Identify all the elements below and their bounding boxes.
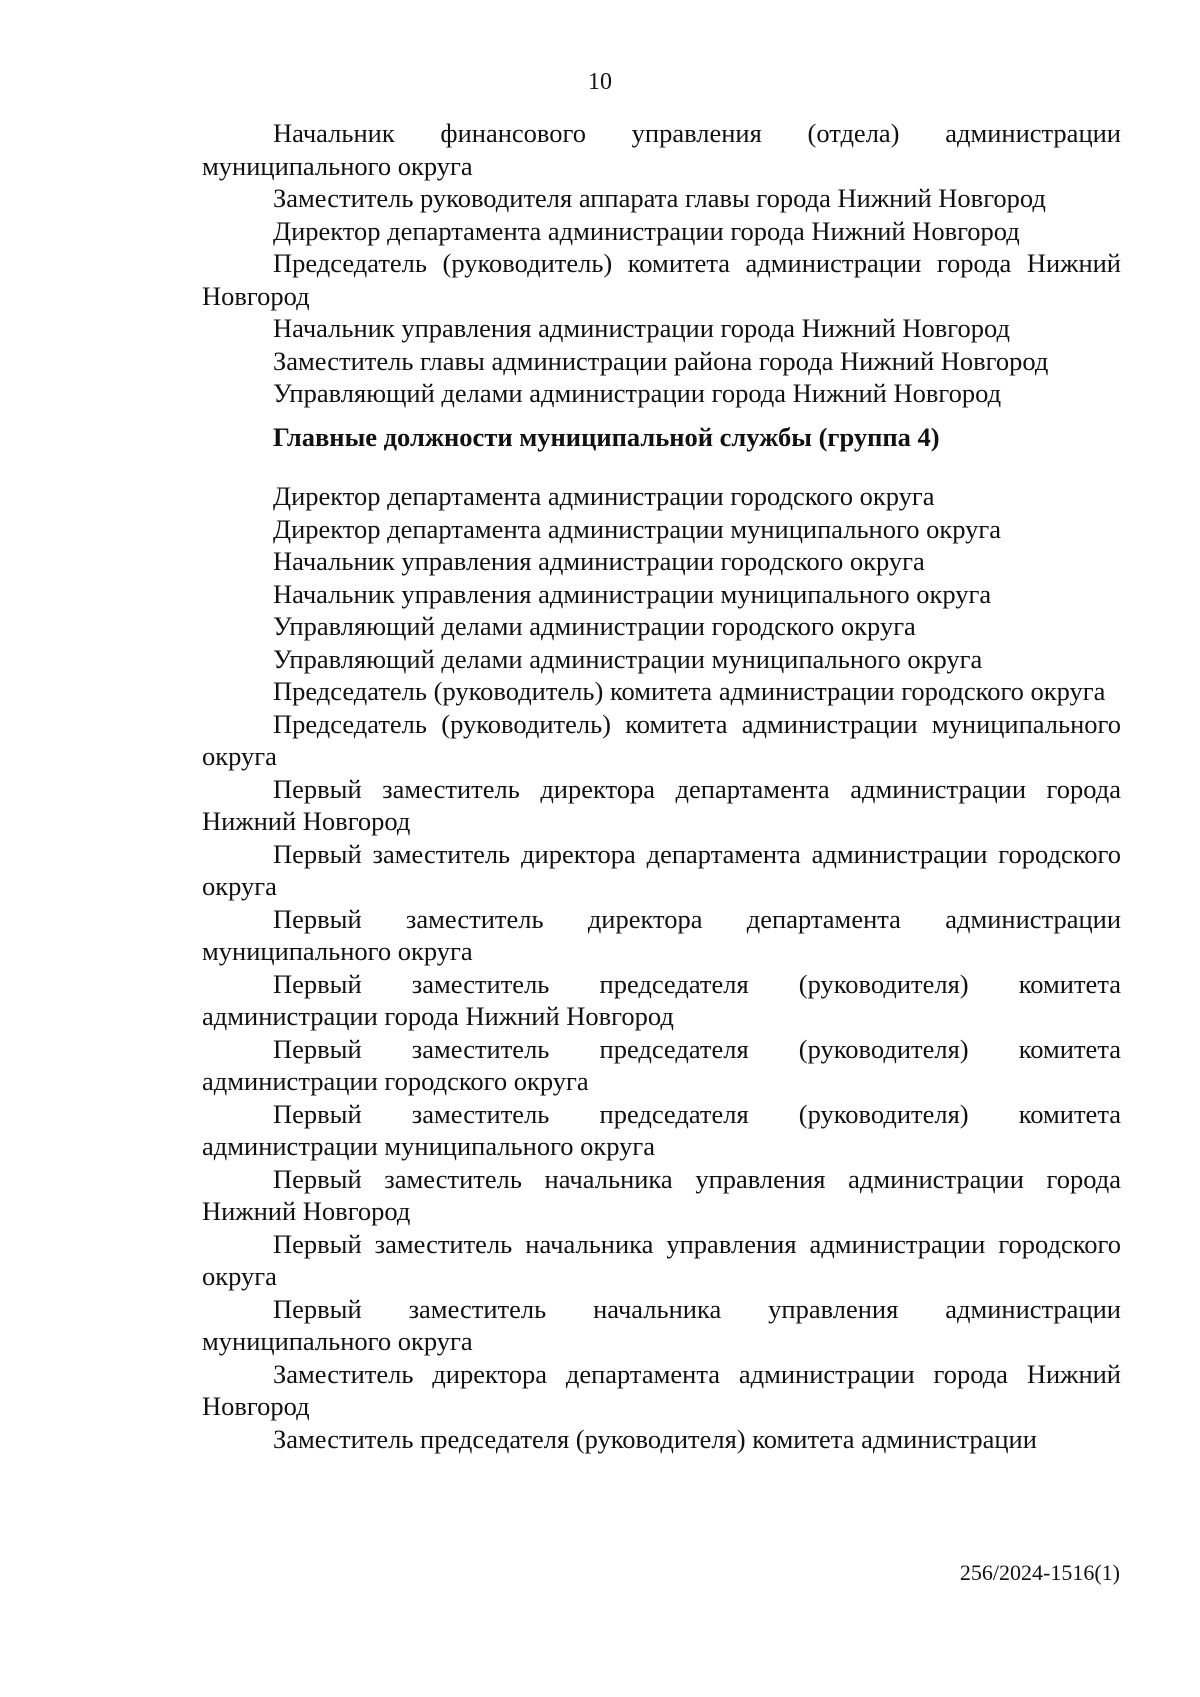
position-item: Начальник управления администрации города Нижний Новгород	[273, 313, 1010, 343]
section-heading: Главные должности муниципальной службы (группа 4)	[273, 422, 940, 452]
position-item: Председатель (руководитель) комитета администрации городского округа	[273, 676, 1106, 706]
position-item: Первый заместитель председателя (руководителя) комитета администрации муниципального округа	[202, 1098, 1121, 1161]
position-item: Первый заместитель директора департамента администрации городского округа	[202, 838, 1121, 901]
position-item: Начальник финансового управления (отдела) администрации муниципального округа	[202, 118, 1121, 181]
position-item: Первый заместитель председателя (руководителя) комитета администрации города Нижний Новгород	[202, 968, 1121, 1031]
position-item: Управляющий делами администрации городского округа	[273, 611, 916, 641]
position-item: Начальник управления администрации муниципального округа	[273, 578, 992, 609]
position-item: Управляющий делами администрации муниципального округа	[273, 643, 983, 674]
position-item: Председатель (руководитель) комитета администрации муниципального округа	[202, 708, 1121, 771]
position-item: Управляющий делами администрации города Нижний Новгород	[273, 378, 1002, 408]
position-item: Директор департамента администрации муниципального округа	[273, 513, 1001, 544]
position-item: Первый заместитель председателя (руководителя) комитета администрации городского округа	[202, 1033, 1121, 1096]
position-item: Заместитель председателя (руководителя) комитета администрации	[273, 1423, 1037, 1454]
position-item: Заместитель руководителя аппарата главы города Нижний Новгород	[273, 183, 1046, 213]
position-item: Директор департамента администрации города Нижний Новгород	[273, 215, 1020, 246]
position-item: Заместитель директора департамента администрации города Нижний Новгород	[202, 1358, 1121, 1421]
position-item: Председатель (руководитель) комитета администрации города Нижний Новгород	[202, 248, 1121, 311]
position-item: Первый заместитель директора департамента администрации города Нижний Новгород	[202, 773, 1121, 836]
position-list-section-2	[202, 480, 1121, 1455]
position-item: Заместитель главы администрации района города Нижний Новгород	[273, 345, 1049, 376]
page-number: 10	[588, 69, 612, 95]
document-registration-code: 256/2024-1516(1)	[959, 1560, 1120, 1585]
position-item: Первый заместитель начальника управления администрации муниципального округа	[202, 1293, 1121, 1356]
position-item: Первый заместитель начальника управления администрации города Нижний Новгород	[202, 1163, 1121, 1226]
position-item: Первый заместитель начальника управления администрации городского округа	[202, 1228, 1121, 1291]
position-item: Начальник управления администрации городского округа	[273, 546, 925, 576]
position-item: Первый заместитель директора департамента администрации муниципального округа	[202, 903, 1121, 966]
position-item: Директор департамента администрации городского округа	[273, 481, 935, 511]
section-heading-block	[202, 421, 1121, 454]
position-list-section-1	[202, 117, 1121, 410]
